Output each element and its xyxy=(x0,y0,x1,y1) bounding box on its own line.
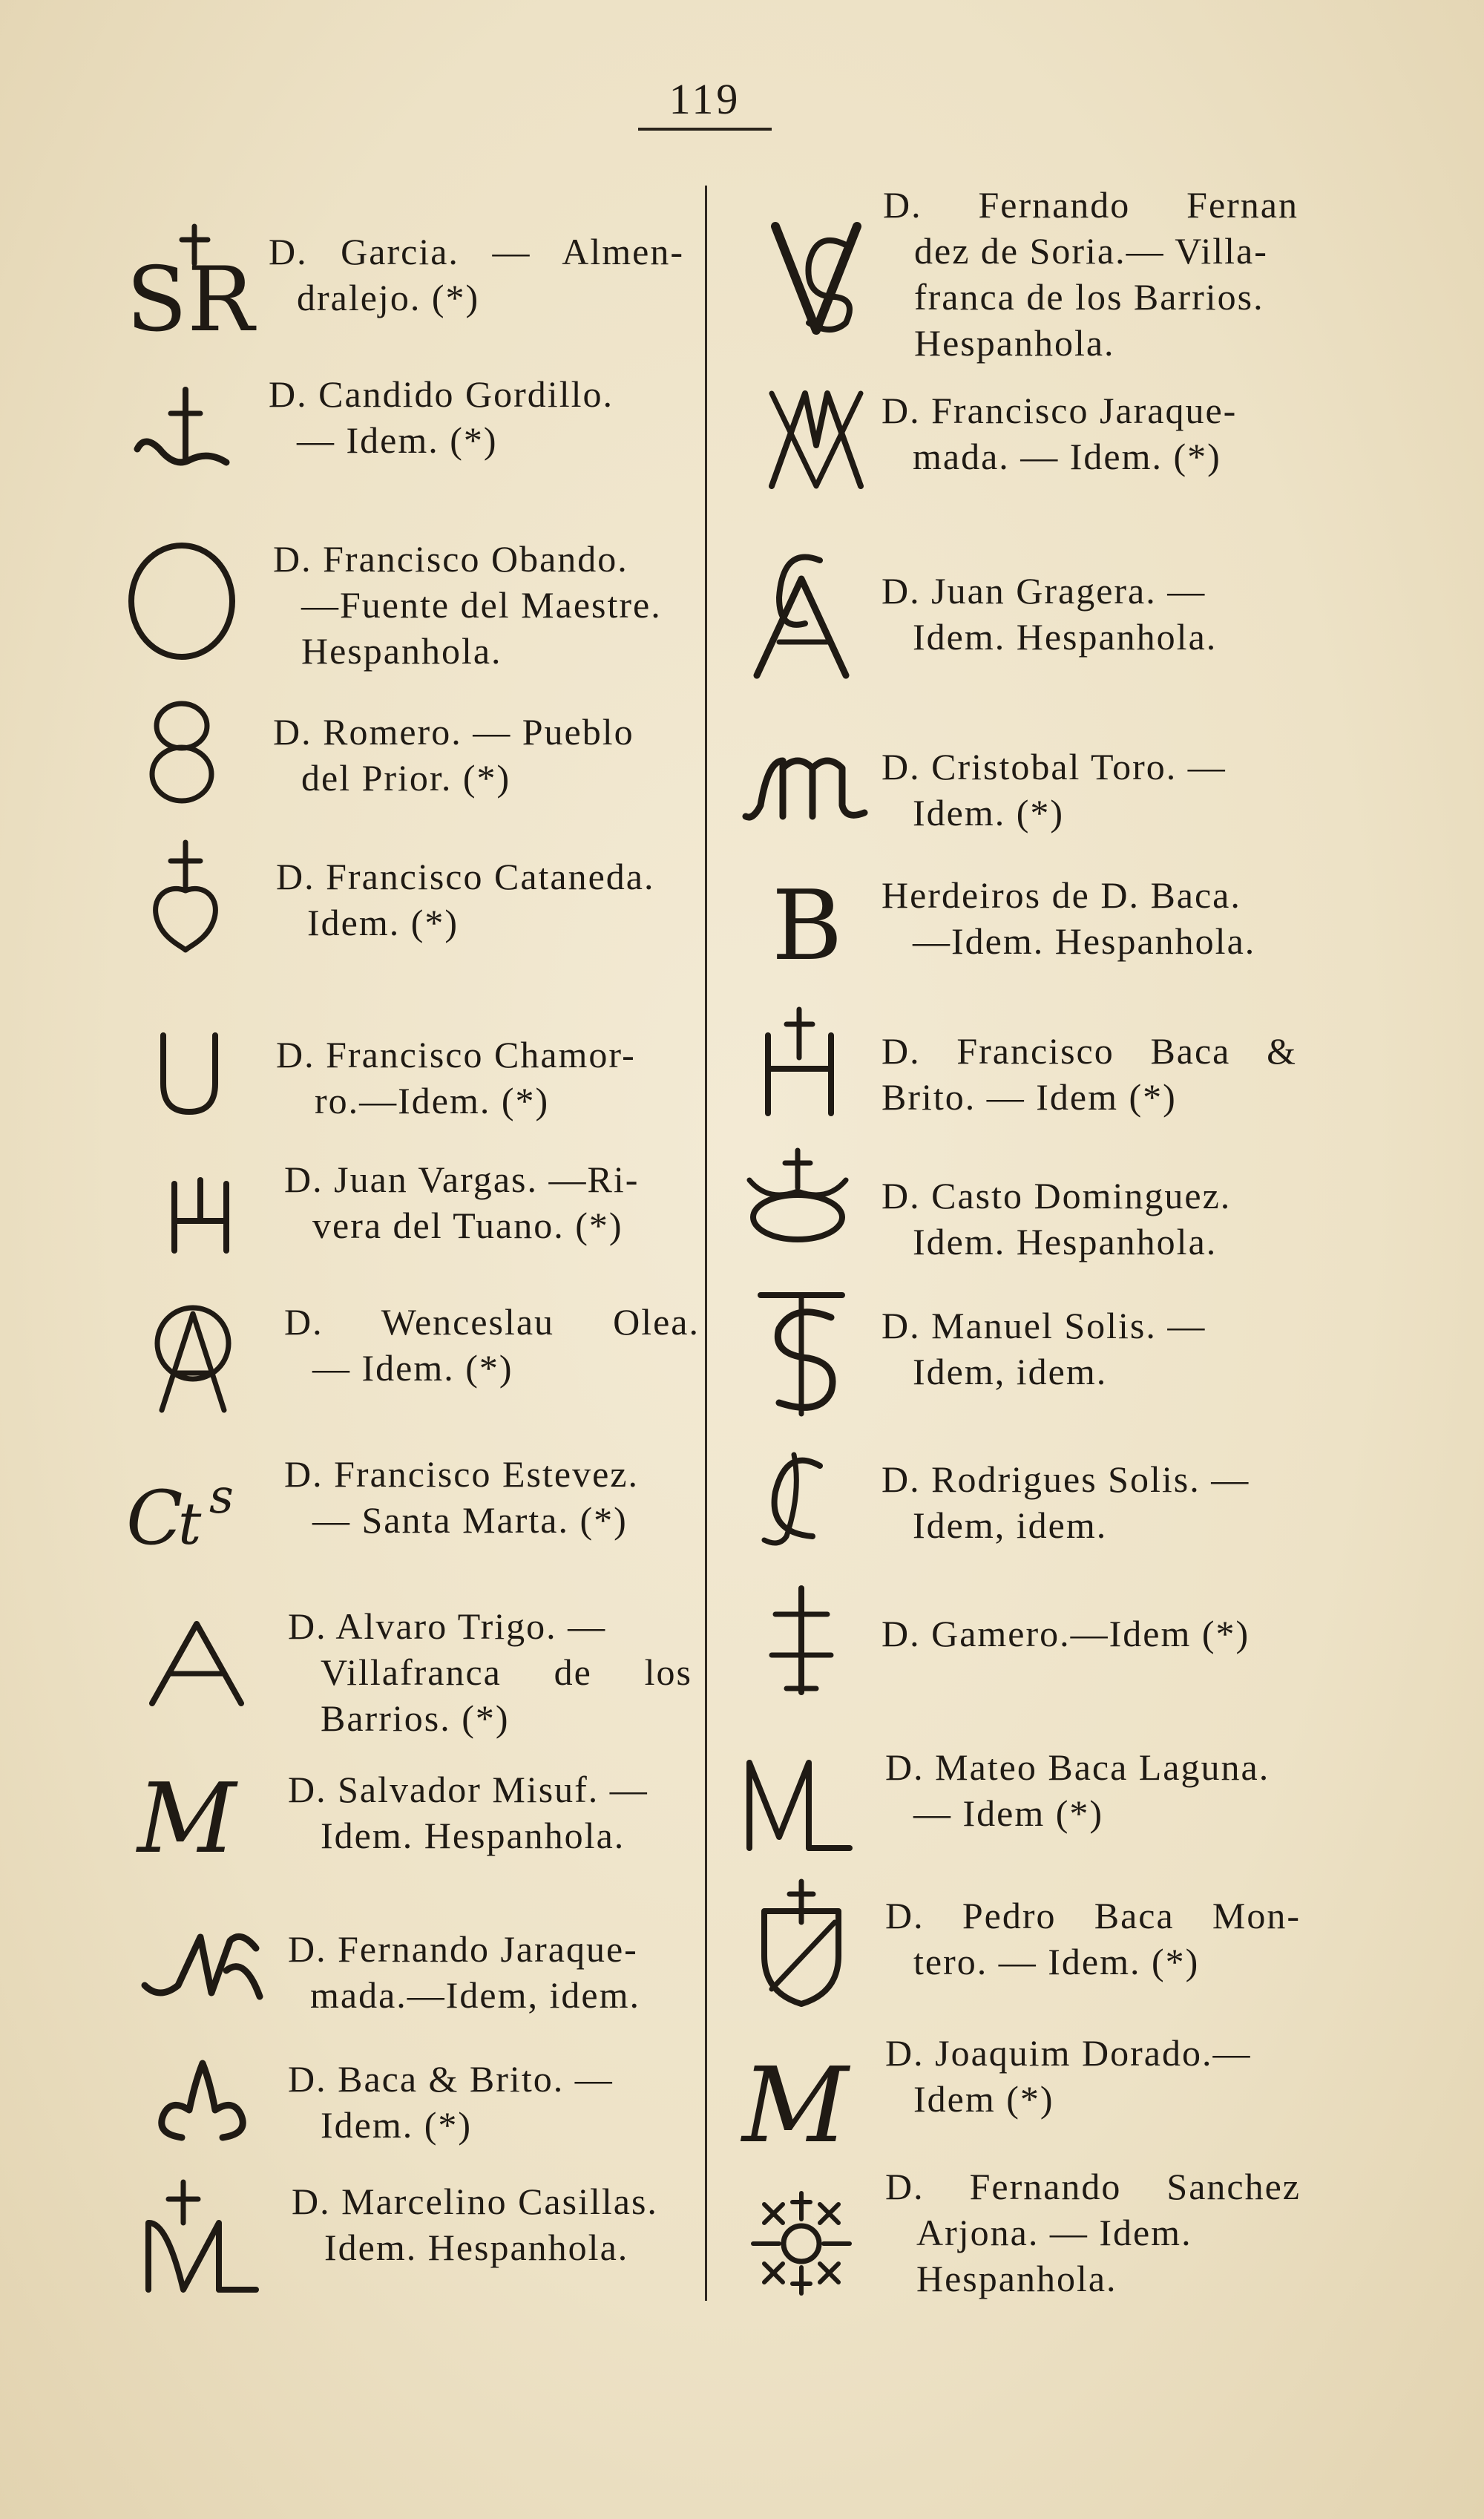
entry-text: D. Alvaro Trigo. — Villafranca de los Barrios. (*) xyxy=(288,1605,692,1739)
svg-text:s: s xyxy=(209,1470,234,1524)
entry-text: D. Marcelino Casillas. Idem. Hespanhola. xyxy=(292,2181,658,2268)
figure-eight-mark xyxy=(141,698,223,805)
double-cross-mark xyxy=(764,1585,838,1696)
entry-text: D. Salvador Misuf. — Idem. Hespanhola. xyxy=(288,1769,649,1856)
entry-text: D. Manuel Solis. — Idem, idem. xyxy=(881,1305,1206,1392)
entry-text: D. Romero. — Pueblo del Prior. (*) xyxy=(273,711,634,799)
entry-text: D. Garcia. — Almen- dralejo. (*) xyxy=(269,231,684,318)
script-m-mark xyxy=(137,1762,256,1875)
entry-text: D. Fernando Jaraque- mada.—Idem, idem. xyxy=(288,1928,640,2016)
svg-text:SR: SR xyxy=(126,249,255,352)
entry-text: D. Joaquim Dorado.— Idem (*) xyxy=(885,2032,1252,2120)
ga-monogram-mark xyxy=(746,546,857,679)
entry-text: D. Francisco Jaraque- mada. — Idem. (*) xyxy=(881,390,1238,477)
entry-text: D. Mateo Baca Laguna. — Idem (*) xyxy=(885,1746,1270,1834)
anchor-cross-mark xyxy=(126,382,237,479)
vs-monogram-mark xyxy=(764,212,868,338)
script-m-small-mark xyxy=(738,746,872,828)
entry-text: D. Francisco Cataneda. Idem. (*) xyxy=(276,856,655,943)
trident-mark xyxy=(163,1176,237,1254)
entry-text: D. Baca & Brito. — Idem. (*) xyxy=(288,2058,614,2146)
entry-text: D. Gamero.—Idem (*) xyxy=(881,1613,1250,1654)
entry-text: D. Francisco Obando. —Fuente del Maestre. Hespanhola. xyxy=(273,538,662,672)
svg-text:t: t xyxy=(178,1491,202,1558)
entry-text: D. Fernando Fernan dez de Soria.— Villa- franca de los Barrios. Hespanhola. xyxy=(883,184,1298,364)
a-mark xyxy=(145,1618,249,1707)
entry-text: D. Candido Gordillo. — Idem. (*) xyxy=(269,373,614,461)
shield-mark xyxy=(757,1878,846,2008)
entry-text: D. Wenceslau Olea. — Idem. (*) xyxy=(284,1301,700,1389)
circle-mark xyxy=(122,538,241,664)
entry-text: D. Rodrigues Solis. — Idem, idem. xyxy=(881,1458,1250,1546)
page-number-rule xyxy=(638,128,772,131)
sun-of-crosses-mark xyxy=(746,2186,857,2301)
scroll-mark xyxy=(152,2052,252,2145)
entry-text: D. Francisco Chamor- ro.—Idem. (*) xyxy=(276,1034,636,1121)
jmc-monogram-mark xyxy=(764,386,868,490)
mc-cross-mark xyxy=(137,2178,263,2297)
entry-text: D. Juan Vargas. —Ri- vera del Tuano. (*) xyxy=(284,1159,640,1246)
cts-script-mark xyxy=(126,1470,252,1562)
m-mark xyxy=(738,1755,861,1852)
entry-text: Herdeiros de D. Baca. —Idem. Hespanhola. xyxy=(881,874,1256,962)
entry-text: D. Cristobal Toro. — Idem. (*) xyxy=(881,746,1227,833)
entry-text: D. Fernando Sanchez Arjona. — Idem. Hespanhola. xyxy=(885,2166,1301,2299)
entry-text: D. Francisco Estevez. — Santa Marta. (*) xyxy=(284,1453,639,1541)
page-number: 119 xyxy=(669,75,741,123)
svg-text:C: C xyxy=(126,1475,183,1562)
svg-text:M: M xyxy=(137,1762,237,1875)
crowned-oval-mark xyxy=(742,1147,853,1243)
b-mark xyxy=(772,869,843,982)
column-divider xyxy=(705,186,707,2301)
ts-monogram-mark xyxy=(753,1284,850,1418)
jmc-script-mark xyxy=(137,1926,263,2011)
script-m-ornate-mark xyxy=(742,2045,853,2166)
a-in-circle-mark xyxy=(148,1299,237,1418)
sr-monogram-mark xyxy=(126,219,255,352)
entry-text: D. Francisco Baca & Brito. — Idem (*) xyxy=(881,1030,1297,1118)
h-cross-mark xyxy=(757,1006,842,1117)
entry-text: D. Juan Gragera. — Idem. Hespanhola. xyxy=(881,570,1218,658)
script-c-mark xyxy=(757,1447,838,1547)
entry-text: D. Casto Dominguez. Idem. Hespanhola. xyxy=(881,1175,1232,1262)
u-mark xyxy=(152,1032,226,1117)
entry-text: D. Pedro Baca Mon- tero. — Idem. (*) xyxy=(885,1895,1301,1982)
heart-cross-mark xyxy=(141,839,230,957)
svg-text:B: B xyxy=(772,869,843,982)
svg-text:M: M xyxy=(742,2045,849,2166)
